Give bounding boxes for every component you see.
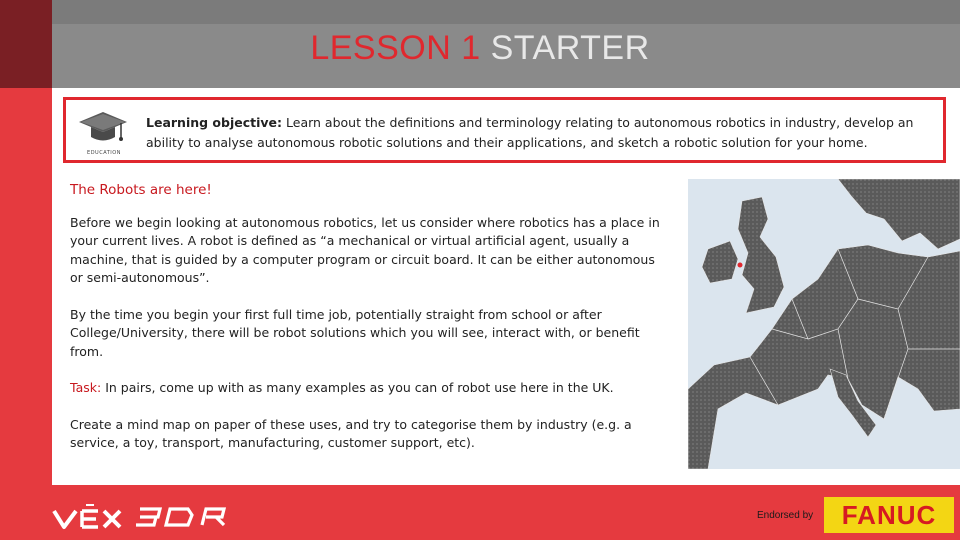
education-icon-label: EDUCATION	[87, 150, 121, 156]
europe-map-image	[688, 179, 960, 469]
vex-edr-logo	[50, 503, 246, 531]
endorsed-by-label: Endorsed by	[757, 510, 814, 521]
paragraph-mind-map: Create a mind map on paper of these uses, and try to categorise them by industry (e.g. a service, a toy, transport, manufacturing, customer support, etc).	[70, 416, 632, 450]
main-content	[70, 181, 670, 471]
fanuc-logo: FANUC	[824, 497, 954, 533]
paragraph-future: By the time you begin your first full time job, potentially straight from school or after College/University, there will be robot solutions which you will see, interact with, or benefit from.	[70, 306, 640, 359]
task-text: In pairs, come up with as many examples as you can of robot use here in the UK.	[105, 380, 614, 395]
objective-body: Learn about the definitions and terminology relating to autonomous robotics in industry, develop an ability to analyse autonomous robotic solutions and their applications, and sketch a robotic solution for your home.	[146, 115, 914, 150]
paragraph-intro: Before we begin looking at autonomous robotics, let us consider where robotics has a place in your current lives. A robot is defined as “a mechanical or virtual artificial agent, usually a machine, that is guided by a computer program or circuit board. It can be either autonomous or semi-autonomous”.	[70, 214, 660, 285]
objective-label: Learning objective:	[146, 115, 283, 130]
title-starter: STARTER	[490, 29, 650, 67]
paragraph-task	[70, 379, 670, 398]
section-heading: The Robots are here!	[70, 182, 212, 198]
task-label: Task:	[70, 380, 102, 395]
title-lesson-number: LESSON 1	[310, 29, 481, 67]
learning-objective-text	[146, 113, 936, 153]
page-title	[0, 30, 960, 66]
